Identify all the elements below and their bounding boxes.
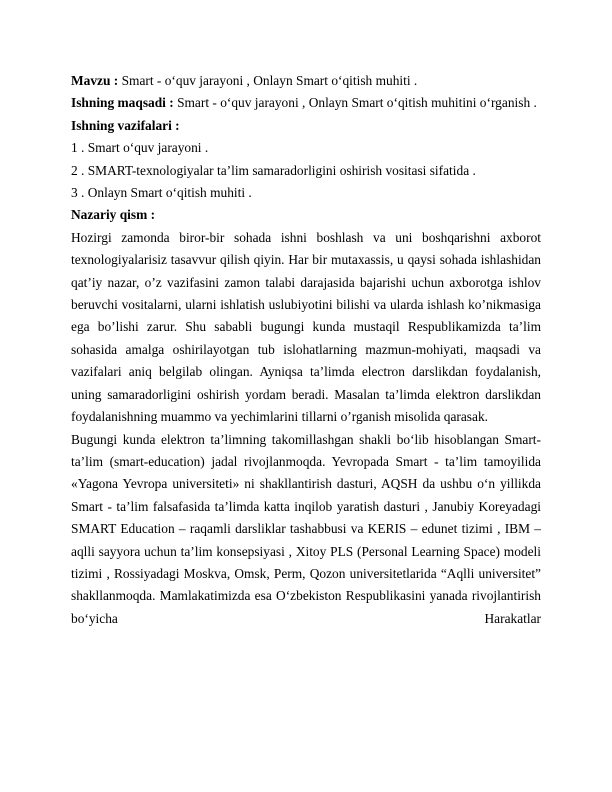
mavzu-line [71,70,541,92]
document-body [71,70,541,630]
body-paragraph: Bugungi kunda elektron ta’limning takomillashgan shakli bo‘lib hisoblangan Smart-ta’lim (smart-education) jadal rivojlanmoqda. Yevropada Smart - ta’lim tamoyilida «Yagona Yevropa universiteti» ni shakllantirish dasturi, AQSH da ushbu o‘n yillikda Smart - ta’lim falsafasida ta’limda katta inqilob yaratish dasturi , Janubiy Koreyadagi SMART Education – raqamli darsliklar tashabbusi va KERIS – edunet tizimi , IBM – aqlli sayyora uchun ta’lim konsepsiyasi , Xitoy PLS (Personal Learning Space) modeli tizimi , Rossiyadagi Moskva, Omsk, Perm, Qozon universitetlarida “Aqlli universitet” shakllanmoqda. Mamlakatimizda esa O‘zbekiston Respublikasini yanada rivojlantirish bo‘yicha Harakatlar [71,431,541,626]
task-item: 2 . SMART-texnologiyalar ta’lim samaradorligini oshirish vositasi sifatida . [71,162,476,178]
mavzu-label: Mavzu : [71,73,119,88]
maqsad-text: Smart - o‘quv jarayoni , Onlayn Smart o‘qitish muhitini o‘rganish . [173,95,537,111]
vazifalar-label: Ishning vazifalari : [71,117,180,133]
mavzu-text: Smart - o‘quv jarayoni , Onlayn Smart o‘qitish muhiti . [118,73,418,88]
nazariy-heading [71,204,541,226]
maqsad-line [71,92,541,114]
vazifalar-heading [71,115,541,137]
task-item: 1 . Smart o‘quv jarayoni . [71,140,209,156]
maqsad-label: Ishning maqsadi : [71,95,174,111]
body-paragraph: Hozirgi zamonda biror-bir sohada ishni boshlash va uni boshqarishni axborot texnologiyalarisiz tasavvur qilish qiyin. Har bir mutaxassis, u qaysi sohada ishlashidan qat’iy nazar, o’z vazifasini zamon talabi darajasida bajarishi uchun axborotga ishlov beruvchi vositalarni, ularni ishlatish uslubiyotini bilishi va ularda ishlash ko’nikmasiga ega bo’lishi zarur. Shu sababli bugungi kunda mustaqil Respublikamizda ta’lim sohasida amalga oshirilayotgan tub islohatlarning mazmun-mohiyati, maqsadi va vazifalari aniq belgilab olingan. Ayniqsa ta’limda electron darslikdan foydalanish, uning samaradorligini oshirish yordam beradi. Masalan ta’limda elektron darslikdan foydalanishning muammo va yechimlarini tillarni o’rganish misolida qarasak. [71,229,541,425]
task-item: 3 . Onlayn Smart o‘qitish muhiti . [71,185,252,201]
nazariy-label: Nazariy qism : [71,207,156,223]
